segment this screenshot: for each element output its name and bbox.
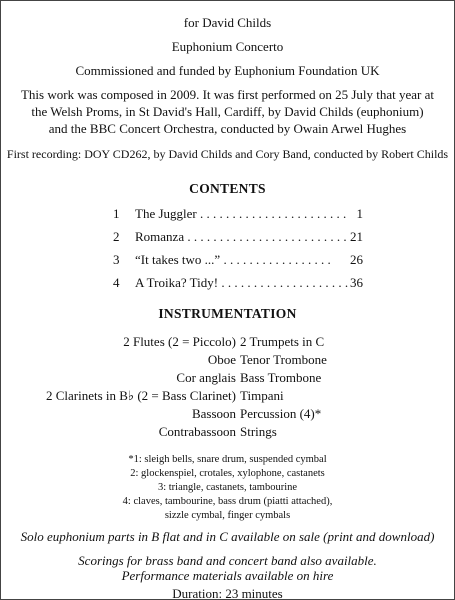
contents-item-page: 21 [350,229,363,244]
contents-item [113,206,363,224]
contents-item [113,229,363,247]
contents-item-page: 26 [350,252,363,267]
instrument-left: Contrabassoon [158,424,236,439]
scorings-note: Scorings for brass band and concert band also available. [78,553,377,568]
instrument-right: Tenor Trombone [240,352,327,367]
instrument-right: Percussion (4)* [240,406,322,421]
instrument-right: Bass Trombone [240,370,322,385]
work-title: Euphonium Concerto [171,39,284,54]
percussion-note: sizzle cymbal, finger cymbals [164,510,291,521]
instrument-left: Cor anglais [176,370,236,385]
contents-item-title: A Troika? Tidy! . . . . . . . . . . . . . . . . . . . . [135,275,349,290]
instrument-left: 2 Flutes (2 = Piccolo) [123,334,236,349]
contents-item-page: 1 [356,206,363,221]
dedication: for David Childs [183,15,272,30]
history-line: This work was composed in 2009. It was first performed on 25 July that year at [20,87,435,102]
history-line: and the BBC Concert Orchestra, conducted by Owain Arwel Hughes [48,121,407,136]
solo-parts-note: Solo euphonium parts in B flat and in C available on sale (print and download) [20,529,435,544]
instrument-right: Strings [240,424,277,439]
instrument-left: 2 Clarinets in B♭ (2 = Bass Clarinet) [45,388,236,403]
percussion-note: *1: sleigh bells, snare drum, suspended cymbal [128,454,327,465]
instrument-left: Oboe [207,352,236,367]
history-line: the Welsh Proms, in St David's Hall, Cardiff, by David Childs (euphonium) [31,104,424,119]
contents-item-number: 1 [113,206,120,221]
duration: Duration: 23 minutes [172,586,283,600]
commission-note: Commissioned and funded by Euphonium Foundation UK [75,63,380,78]
instrument-right: 2 Trumpets in C [240,334,325,349]
contents-item [113,275,363,293]
contents-item-page: 36 [350,275,363,290]
contents-item [113,252,363,270]
contents-item-title: Romanza . . . . . . . . . . . . . . . . . . . . . . . . . [135,229,347,244]
percussion-note: 3: triangle, castanets, tambourine [157,482,298,493]
contents-item-title: “It takes two ...” . . . . . . . . . . . . . . . . . [135,252,331,267]
materials-note: Performance materials available on hire [121,568,334,583]
contents-item-number: 4 [113,275,120,290]
leader-dots: . . . . . . . . . . . . . . . . . . . . . . . [199,206,347,221]
leader-dots: . . . . . . . . . . . . . . . . . . . . . . . . . [187,229,347,244]
percussion-note: 4: claves, tambourine, bass drum (piatti attached), [122,496,333,507]
instrument-right: Timpani [240,388,284,403]
leader-dots: . . . . . . . . . . . . . . . . . [223,252,331,267]
recording-note: First recording: DOY CD262, by David Childs and Cory Band, conducted by Robert Childs [6,147,449,161]
leader-dots: . . . . . . . . . . . . . . . . . . . . [221,275,349,290]
instrumentation-heading: INSTRUMENTATION [158,306,297,321]
contents-item-number: 2 [113,229,120,244]
contents-heading: CONTENTS [189,181,266,196]
contents-item-number: 3 [113,252,120,267]
contents-item-title: The Juggler . . . . . . . . . . . . . . . . . . . . . . . [135,206,347,221]
percussion-note: 2: glockenspiel, crotales, xylophone, castanets [130,468,325,479]
instrument-left: Bassoon [191,406,236,421]
